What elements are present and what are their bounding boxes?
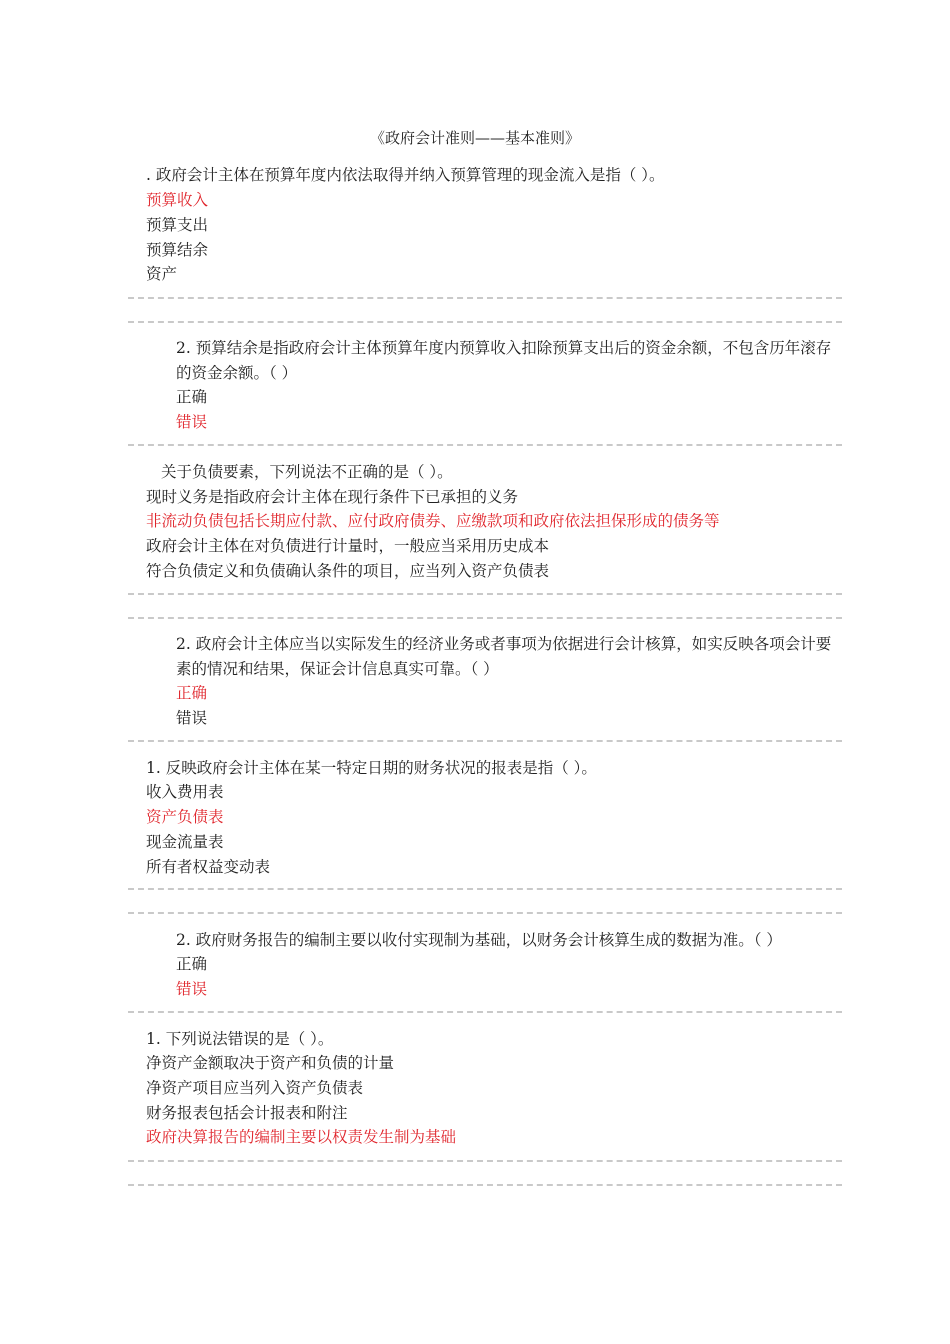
question-5-option-3: 现金流量表 <box>146 833 224 851</box>
question-5-option-2: 资产负债表 <box>146 808 224 826</box>
question-2-option-2: 错误 <box>176 413 208 431</box>
question-1-option-4: 资产 <box>146 265 178 283</box>
question-5-option-1: 收入费用表 <box>146 783 224 801</box>
separator <box>128 321 842 323</box>
question-1-option-2: 预算支出 <box>146 216 209 234</box>
question-6-option-2: 错误 <box>176 980 208 998</box>
separator <box>128 1011 842 1013</box>
question-6-stem: 2. 政府财务报告的编制主要以收付实现制为基础，以财务会计核算生成的数据为准。（ ） <box>176 931 782 949</box>
question-7-stem: 1. 下列说法错误的是（ ）。 <box>146 1030 334 1048</box>
question-3-option-2: 非流动负债包括长期应付款、应付政府债券、应缴款项和政府依法担保形成的债务等 <box>146 512 720 530</box>
question-5-option-4: 所有者权益变动表 <box>146 858 271 876</box>
question-1-stem: . 政府会计主体在预算年度内依法取得并纳入预算管理的现金流入是指（ ）。 <box>146 166 665 184</box>
separator <box>128 740 842 742</box>
question-4-option-2: 错误 <box>176 709 208 727</box>
question-5-stem: 1. 反映政府会计主体在某一特定日期的财务状况的报表是指（ ）。 <box>146 759 597 777</box>
question-2-stem: 2. 预算结余是指政府会计主体预算年度内预算收入扣除预算支出后的资金余额，不包含历年滚存的资金余额。（ ） <box>176 339 832 382</box>
question-3-option-3: 政府会计主体在对负债进行计量时，一般应当采用历史成本 <box>146 537 550 555</box>
question-4-option-1: 正确 <box>176 684 208 702</box>
question-6-option-1: 正确 <box>176 955 208 973</box>
question-4-stem: 2. 政府会计主体应当以实际发生的经济业务或者事项为依据进行会计核算，如实反映各项会计要素的情况和结果，保证会计信息真实可靠。（ ） <box>176 635 832 678</box>
separator <box>128 593 842 595</box>
separator <box>128 912 842 914</box>
separator <box>128 297 842 299</box>
question-7-option-2: 净资产项目应当列入资产负债表 <box>146 1079 364 1097</box>
separator <box>128 1160 842 1162</box>
question-3-stem: 关于负债要素，下列说法不正确的是（ ）。 <box>161 463 453 481</box>
question-3-option-4: 符合负债定义和负债确认条件的项目，应当列入资产负债表 <box>146 562 550 580</box>
question-1-option-3: 预算结余 <box>146 241 209 259</box>
separator <box>128 1184 842 1186</box>
question-7-option-4: 政府决算报告的编制主要以权责发生制为基础 <box>146 1128 457 1146</box>
question-7-option-1: 净资产金额取决于资产和负债的计量 <box>146 1054 395 1072</box>
separator <box>128 888 842 890</box>
separator <box>128 444 842 446</box>
question-3-option-1: 现时义务是指政府会计主体在现行条件下已承担的义务 <box>146 488 519 506</box>
question-2-option-1: 正确 <box>176 388 208 406</box>
separator <box>128 617 842 619</box>
question-7-option-3: 财务报表包括会计报表和附注 <box>146 1104 348 1122</box>
document-title: 《政府会计准则——基本准则》 <box>369 129 580 147</box>
question-1-option-1: 预算收入 <box>146 191 209 209</box>
